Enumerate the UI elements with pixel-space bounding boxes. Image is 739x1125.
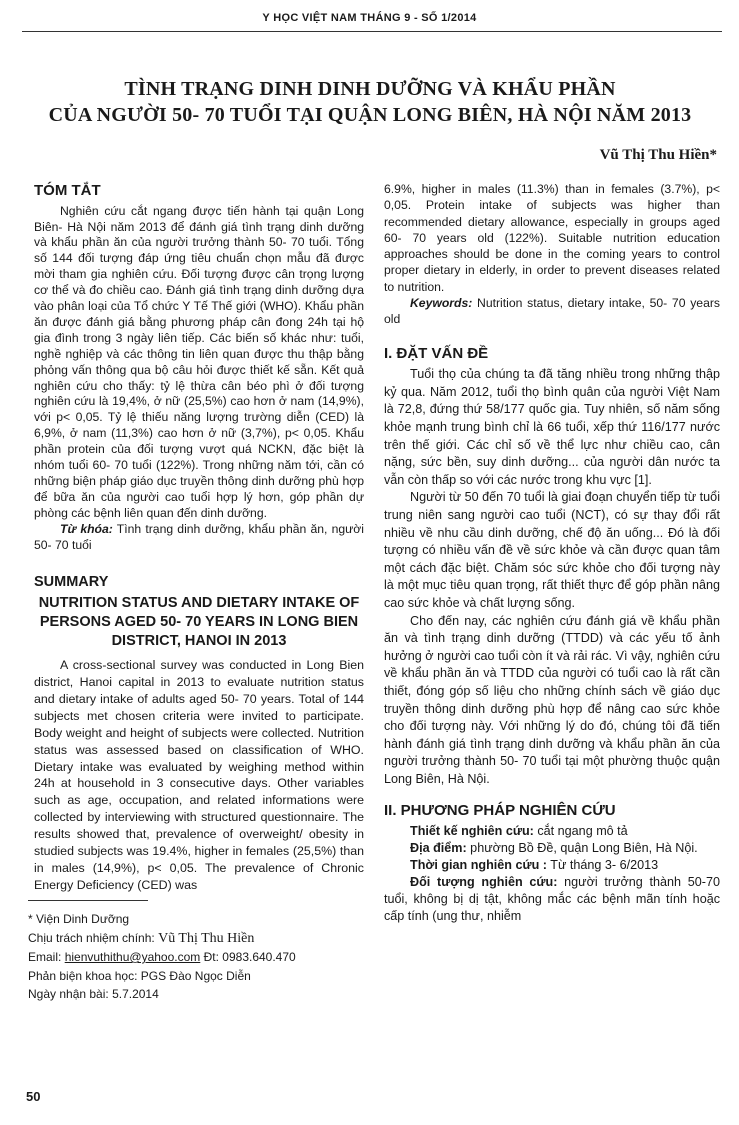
right-column (384, 181, 720, 925)
study-design-label: Thiết kế nghiên cứu: (410, 824, 534, 839)
summary-keywords (384, 295, 720, 328)
study-design (384, 823, 720, 840)
section-2-heading: II. PHƯƠNG PHÁP NGHIÊN CỨU (384, 801, 616, 819)
footnotes (28, 910, 358, 1004)
summary-body-left: A cross-sectional survey was conducted in Long Bien district, Hanoi capital in 2013 to evaluate nutrition status and dietary intake of adults aged 50- 70 years. Total of 144 subjects met chosen criteria were invited to participate. Body weight and height of subjects were collected. Nutrition status was assessed based on classification of WHO. Dietary intake was evaluated by weighing method within 24h at household in 3 consecutive days. Other variables such as age, occupation, and related informations were collected by interviewing with structured questionnaire. The results showed that, prevalence of overweight/ obesity in studied subjects was 19.4%, higher in females (25,5%) than in males (14,9%), p< 0,05. The prevalence of Chronic Energy Deficiency (CED) was (34, 658, 364, 892)
title-line-2: CỦA NGƯỜI 50- 70 TUỔI TẠI QUẬN LONG BIÊN, HÀ NỘI NĂM 2013 (48, 104, 692, 126)
left-column (34, 183, 364, 894)
author: Vũ Thị Thu Hiền* (599, 147, 717, 163)
summary-keywords-label: Keywords: (410, 296, 473, 311)
title-line-1: TÌNH TRẠNG DINH DINH DƯỠNG VÀ KHẨU PHẦN (124, 78, 616, 100)
abstract-vn-keywords (34, 522, 364, 554)
abstract-vn-keywords-label: Từ khóa: (60, 521, 113, 536)
abstract-vn-heading: TÓM TẮT (34, 182, 101, 199)
footnote-phone: Đt: 0983.640.470 (200, 950, 296, 964)
abstract-vn-body: Nghiên cứu cắt ngang được tiến hành tại quận Long Biên- Hà Nội năm 2013 để đánh giá tình trạng dinh dưỡng và khẩu phần ăn của người trưởng thành 50- 70 tuổi. Tổng số 144 đối tượng đáp ứng tiêu chuẩn chọn mẫu đã được mời tham gia nghiên cứu. Đối tượng được cân trọng lượng cơ thể và đo chiều cao. Đánh giá tình trạng dinh dưỡng dựa vào phân loại của Tổ chức Y Tế Thế giới (WHO). Khẩu phần ăn được đánh giá bằng phương pháp cân đong 24h tại hộ gia đình trong 3 ngày liên tiếp. Các biến số khác như: tuổi, nghề nghiệp và các thông tin liên quan được thu thập bằng phỏng vấn thông qua bộ câu hỏi được thiết kế sẵn. Kết quả nghiên cứu cho thấy: tỷ lệ thừa cân béo phì ở đối tượng nghiên cứu là 19,4%, ở nữ (25,5%) cao hơn ở nam (14,9%), với p< 0,05. Tỷ lệ thiếu năng lượng trường diễn (CED) là 6,9%, ở nam (11,3%) cao hơn ở nữ (3,7%), p< 0,05. Khẩu phần protein của đối tượng vượt quá NCKN, đặc biệt là nhóm tuổi 60- 70 tuổi (122%). Trong những năm tới, cần có những biện pháp giáo dục truyền thông dinh dưỡng phù hợp để bữa ăn của người cao tuổi hợp lý hơn, góp phần dự phòng các bệnh liên quan đến dinh dưỡng. (34, 203, 364, 520)
section-1-paragraph-1: Tuổi thọ của chúng ta đã tăng nhiều trong những thập kỷ qua. Năm 2012, tuổi thọ bình quân của người Việt Nam là 72,8, đứng thứ 58/177 quốc gia. Tuy nhiên, số năm sống khỏe mạnh trung bình chỉ là 66 tuổi, xếp thứ 116/177 nước trên thế giới. Các chỉ số về thể lực như chiều cao, cân nặng, sức bền, suy dinh dưỡng... của người dân nước ta vẫn còn thấp so với các nước trong khu vực [1]. (384, 367, 720, 487)
study-subjects-label: Đối tượng nghiên cứu: (410, 875, 558, 890)
email-link[interactable]: hienvuthithu@yahoo.com (64, 950, 201, 964)
section-1-heading: I. ĐẶT VẤN ĐỀ (384, 344, 489, 362)
page-number: 50 (26, 1089, 41, 1104)
study-time-text: Từ tháng 3- 6/2013 (547, 858, 659, 873)
study-place (384, 840, 720, 857)
header-rule (22, 31, 722, 32)
footnote-received (28, 985, 358, 1004)
summary-body-right: 6.9%, higher in males (11.3%) than in females (3.7%), p< 0,05. Protein intake of subjects was higher than recommended dietary allowance, especially in groups aged 60- 70 years old (122%). Suitable nutrition education approaches should be done in the coming years to control proper dietary in elderly, in order to prevent diseases related to nutrition. (384, 182, 720, 294)
footnote-contact (28, 948, 358, 967)
study-design-text: cắt ngang mô tả (533, 824, 628, 839)
footnote-received-date: 5.7.2014 (112, 987, 159, 1001)
footnote-responsible (28, 929, 358, 949)
study-place-text: phường Bồ Đề, quận Long Biên, Hà Nội. (466, 841, 698, 856)
study-place-label: Địa điểm: (410, 841, 467, 856)
study-time-label: Thời gian nghiên cứu : (410, 858, 548, 873)
summary-keywords-text: Nutrition status, dietary intake, 50- 70 years old (384, 296, 720, 327)
study-time (384, 857, 720, 874)
summary-title: NUTRITION STATUS AND DIETARY INTAKE OF PERSONS AGED 50- 70 YEARS IN LONG BIEN DISTRICT, HANOI IN 2013 (38, 595, 360, 650)
study-subjects-text: người trưởng thành 50-70 tuổi, không bị dị tật, không mắc các bệnh mãn tính hoặc cấp tính (ung thư, nhiễm (384, 875, 720, 924)
footnote-responsible-name: Vũ Thị Thu Hiền (158, 930, 255, 946)
footnote-rule (28, 900, 148, 901)
journal-header: Y HỌC VIỆT NAM THÁNG 9 - SỐ 1/2014 (262, 12, 477, 24)
footnote-email-label: Email: (28, 950, 65, 964)
paper-title (20, 76, 720, 128)
abstract-vn-keywords-text: Tình trạng dinh dưỡng, khẩu phần ăn, người 50- 70 tuổi (34, 521, 364, 552)
footnote-received-label: Ngày nhận bài: (28, 987, 113, 1001)
footnote-affiliation: * Viện Dinh Dưỡng (28, 912, 130, 926)
section-1-paragraph-3: Cho đến nay, các nghiên cứu đánh giá về khẩu phần ăn và tình trạng dinh dưỡng (TTDD) và các yếu tố ảnh hưởng ở người cao tuổi còn ít và rải rác. Vì vậy, nghiên cứu về khẩu phần ăn và TTDD của người có tuổi cao là rất cần thiết, đóng góp số liệu cho những chính sách về giáo dục truyền thông dinh dưỡng phù hợp để nâng cao sức khỏe cho đối tượng này. Với những lý do đó, chúng tôi đã tiến hành đánh giá tình trạng dinh dưỡng và khẩu phần ăn của người trưởng thành 50- 70 tuổi tại một phường thuộc quận Long Biên, Hà Nội. (384, 613, 720, 786)
footnote-responsible-label: Chịu trách nhiệm chính: (28, 930, 159, 945)
footnote-reviewer: Phản biện khoa học: PGS Đào Ngọc Diễn (28, 968, 251, 983)
section-1-paragraph-2: Người từ 50 đến 70 tuổi là giai đoạn chuyển tiếp từ tuổi trung niên sang người cao tuổi (NCT), có sự thay đổi rất nhiều về nhu cầu dinh dưỡng, chế độ ăn uống... Đó là đối tượng có nhiều vấn đề về sức khỏe và cần được quan tâm một cách đặc biệt. Chăm sóc sức khỏe cho đối tượng này là một mục tiêu quan trọng, rất thiết thực để góp phần nâng cao sức khỏe và chất lượng sống. (384, 490, 720, 610)
study-subjects (384, 874, 720, 925)
summary-heading: SUMMARY (34, 573, 109, 590)
